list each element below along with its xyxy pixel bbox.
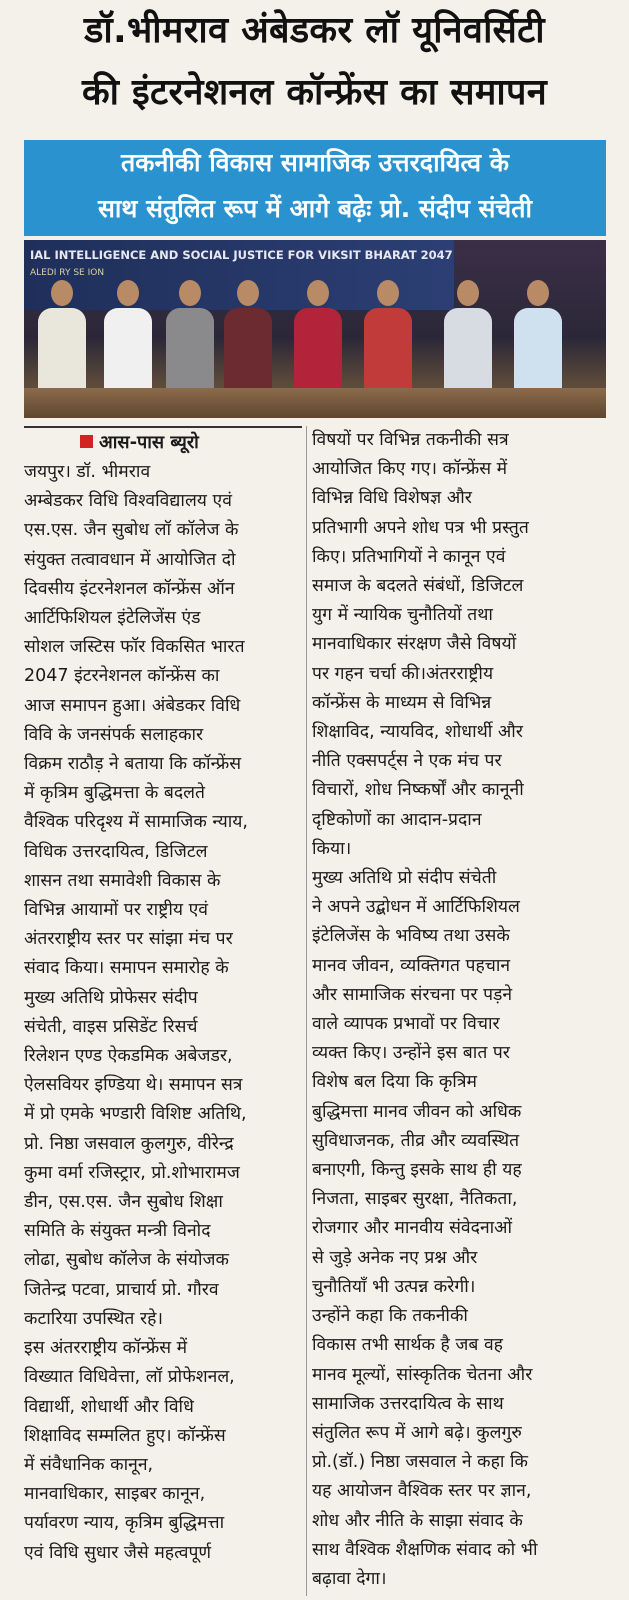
article-line: विवि के जनसंपर्क सलाहकार (24, 724, 204, 745)
red-square-icon (80, 435, 93, 448)
article-line: वाले व्यापक प्रभावों पर विचार (312, 1014, 500, 1035)
article-line: ऐलसवियर इण्डिया थे। समापन सत्र (24, 1075, 243, 1096)
article-column-1 (24, 458, 302, 1568)
article-line: पर गहन चर्चा की।अंतरराष्ट्रीय (312, 663, 494, 684)
article-line: बढ़ावा देगा। (312, 1568, 387, 1589)
person-figure (166, 280, 214, 396)
article-line: आयोजित किए गए। कॉन्फ्रेंस में (312, 459, 508, 480)
article-line: में प्रो एमके भण्डारी विशिष्ट अतिथि, (24, 1104, 247, 1125)
article-line: एवं विधि सुधार जैसे महत्वपूर्ण (24, 1542, 212, 1563)
article-line: सामाजिक उत्तरदायित्व के साथ (312, 1393, 504, 1414)
article-line: विख्यात विधिवेत्ता, लॉ प्रोफेशनल, (24, 1367, 235, 1388)
article-line: आर्टिफिशियल इंटेलिजेंस एंड (24, 608, 201, 629)
person-figure (38, 280, 86, 396)
byline (80, 430, 199, 456)
headline-line-2: की इंटरनेशनल कॉन्फ्रेंस का समापन (81, 72, 548, 113)
article-line: ने अपने उद्बोधन में आर्टिफिशियल (312, 897, 520, 918)
article-line: किया। (312, 838, 352, 859)
article-line: विशेष बल दिया कि कृत्रिम (312, 1072, 477, 1093)
person-figure (514, 280, 562, 396)
article-line: आज समापन हुआ। अंबेडकर विधि (24, 695, 241, 716)
article-line: मानव मूल्यों, सांस्कृतिक चेतना और (312, 1364, 533, 1385)
article-line: शिक्षाविद सम्मलित हुए। कॉन्फ्रेंस (24, 1425, 226, 1446)
article-line: साथ वैश्विक शैक्षणिक संवाद को भी (312, 1539, 538, 1560)
article-line: विकास तभी सार्थक है जब वह (312, 1335, 503, 1356)
article-line: जयपुर। डॉ. भीमराव (24, 462, 151, 482)
article-line: शासन तथा समावेशी विकास के (24, 870, 221, 891)
article-line: समिति के संयुक्त मन्त्री विनोद (24, 1221, 211, 1242)
article-line: में कृत्रिम बुद्धिमत्ता के बदलते (24, 783, 205, 804)
article-line: रिलेशन एण्ड ऐकडमिक अबेजडर, (24, 1046, 233, 1067)
article-line: प्रो.(डॉ.) निष्ठा जसवाल ने कहा कि (312, 1452, 528, 1473)
article-line: कुमा वर्मा रजिस्ट्रार, प्रो.शोभारामज (24, 1162, 240, 1183)
article-line: प्रो. निष्ठा जसवाल कुलगुरु, वीरेन्द्र (24, 1133, 234, 1154)
article-line: विषयों पर विभिन्न तकनीकी सत्र (312, 430, 509, 450)
article-line: शिक्षाविद, न्यायविद, शोधार्थी और (312, 722, 523, 743)
person-figure (224, 280, 272, 396)
article-line: विभिन्न विधि विशेषज्ञ और (312, 488, 472, 509)
stage-table (24, 388, 606, 418)
article-line: उन्होंने कहा कि तकनीकी (312, 1306, 468, 1327)
person-figure (104, 280, 152, 396)
article-line: संयुक्त तत्वावधान में आयोजित दो (24, 549, 236, 570)
column-divider (306, 426, 307, 1596)
article-column-2 (312, 426, 606, 1594)
article-line: एस.एस. जैन सुबोध लॉ कॉलेज के (24, 520, 239, 541)
article-line: और सामाजिक संरचना पर पड़ने (312, 984, 513, 1005)
article-line: दृष्टिकोणों का आदान-प्रदान (312, 809, 482, 830)
article-line: चुनौतियाँ भी उत्पन्न करेगी। (312, 1276, 476, 1297)
article-line: में संवैधानिक कानून, (24, 1454, 154, 1475)
person-figure (364, 280, 412, 396)
article-line: नीति एक्सपर्ट्स ने एक मंच पर (312, 751, 502, 772)
article-line: वैश्विक परिदृश्य में सामाजिक न्याय, (24, 812, 248, 833)
article-line: किए। प्रतिभागियों ने कानून एवं (312, 546, 506, 567)
article-line: विचारों, शोध निष्कर्षों और कानूनी (312, 780, 524, 801)
article-line: संवाद किया। समापन समारोह के (24, 958, 229, 979)
byline-text: आस-पास ब्यूरो (99, 432, 199, 453)
article-line: से जुड़े अनेक नए प्रश्न और (312, 1247, 478, 1268)
article-line: इस अंतरराष्ट्रीय कॉन्फ्रेंस में (24, 1338, 188, 1359)
article-line: जितेन्द्र पटवा, प्राचार्य प्रो. गौरव (24, 1279, 219, 1300)
article-line: पर्यावरण न्याय, कृत्रिम बुद्धिमत्ता (24, 1513, 225, 1534)
article-line: संतुलित रूप में आगे बढ़े। कुलगुरु (312, 1422, 522, 1443)
subheadline-line-2: साथ संतुलित रूप में आगे बढ़ेः प्रो. संदीप संचेती (98, 194, 532, 223)
person-figure (444, 280, 492, 396)
article-line: मुख्य अतिथि प्रोफेसर संदीप (24, 987, 198, 1008)
article-line: सोशल जस्टिस फॉर विकसित भारत (24, 637, 245, 658)
news-photo (24, 240, 606, 418)
article-line: लोढा, सुबोध कॉलेज के संयोजक (24, 1250, 229, 1271)
article-line: रोजगार और मानवीय संवेदनाओं (312, 1218, 513, 1239)
article-line: शोध और नीति के साझा संवाद के (312, 1510, 523, 1531)
headline (0, 0, 629, 140)
article-line: बनाएगी, किन्तु इसके साथ ही यह (312, 1160, 522, 1181)
article-line: 2047 इंटरनेशनल कॉन्फ्रेंस का (24, 666, 220, 687)
article-line: युग में न्यायिक चुनौतियों तथा (312, 605, 493, 626)
article-line: विधिक उत्तरदायित्व, डिजिटल (24, 841, 208, 862)
article-line: मुख्य अतिथि प्रो संदीप संचेती (312, 868, 497, 889)
article-line: विक्रम राठौड़ ने बताया कि कॉन्फ्रेंस (24, 754, 242, 775)
article-line: विभिन्न आयामों पर राष्ट्रीय एवं (24, 900, 208, 921)
article-line: मानव जीवन, व्यक्तिगत पहचान (312, 955, 511, 976)
article-line: कॉन्फ्रेंस के माध्यम से विभिन्न (312, 692, 492, 713)
article-line: इंटेलिजेंस के भविष्य तथा उसके (312, 926, 510, 947)
subheadline-line-1: तकनीकी विकास सामाजिक उत्तरदायित्व के (121, 148, 509, 177)
article-line: अम्बेडकर विधि विश्वविद्यालय एवं (24, 491, 232, 512)
article-line: कटारिया उपस्थित रहे। (24, 1308, 164, 1329)
article-line: संचेती, वाइस प्रसिडेंट रिसर्च (24, 1016, 198, 1037)
article-line: मानवाधिकार, साइबर कानून, (24, 1484, 206, 1505)
article-line: बुद्धिमत्ता मानव जीवन को अधिक (312, 1101, 522, 1122)
article-line: समाज के बदलते संबंधों, डिजिटल (312, 576, 524, 597)
article-line: अंतरराष्ट्रीय स्तर पर सांझा मंच पर (24, 929, 233, 950)
article-line: यह आयोजन वैश्विक स्तर पर ज्ञान, (312, 1481, 532, 1502)
photo-banner-line-2: ALEDI RY SE ION (30, 268, 105, 278)
article-line: व्यक्त किए। उन्होंने इस बात पर (312, 1043, 510, 1064)
article-line: डीन, एस.एस. जैन सुबोध शिक्षा (24, 1192, 223, 1213)
subheadline-box (24, 140, 606, 236)
article-line: मानवाधिकार संरक्षण जैसे विषयों (312, 634, 517, 655)
article-line: प्रतिभागी अपने शोध पत्र भी प्रस्तुत (312, 517, 529, 538)
article-line: सुविधाजनक, तीव्र और व्यवस्थित (312, 1130, 520, 1151)
person-figure (294, 280, 342, 396)
photo-banner-line-1: IAL INTELLIGENCE AND SOCIAL JUSTICE FOR VIKSIT BHARAT 2047 (30, 248, 453, 262)
article-line: निजता, साइबर सुरक्षा, नैतिकता, (312, 1189, 518, 1210)
headline-line-1: डॉ.भीमराव अंबेडकर लॉ यूनिवर्सिटी (84, 10, 545, 51)
article-line: विद्यार्थी, शोधार्थी और विधि (24, 1396, 194, 1417)
article-line: दिवसीय इंटरनेशनल कॉन्फ्रेंस ऑन (24, 578, 235, 599)
